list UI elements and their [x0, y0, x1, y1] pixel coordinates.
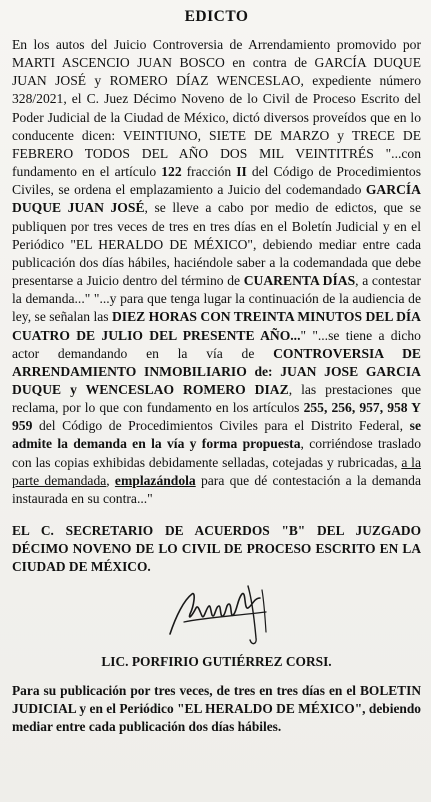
text-article-number: 122: [161, 164, 182, 180]
signer-name: LIC. PORFIRIO GUTIÉRREZ CORSI.: [101, 654, 332, 670]
text-articulos: 255, 256, 957, 958 Y 959: [12, 400, 421, 434]
text-comma: ,: [106, 472, 115, 488]
publication-note: Para su publicación por tres veces, de tres en tres días en el BOLETIN JUDICIAL y en el Periódico "EL HERALDO DE MÉXICO", debiendo mediar entre cada publicación dos días hábiles.: [12, 683, 421, 735]
handwritten-signature-icon: [162, 576, 282, 650]
secretario-block: EL C. SECRETARIO DE ACUERDOS "B" DEL JUZGADO DÉCIMO NOVENO DE LO CIVIL DE PROCESO ESCRITO EN LA CIUDAD DE MÉXICO.: [12, 523, 421, 575]
text-fraccion-number: II: [236, 164, 247, 180]
text-fecha-audiencia: DIEZ HORAS CON TREINTA MINUTOS DEL DÍA CUATRO DE JULIO DEL PRESENTE AÑO...: [12, 309, 422, 343]
edicto-body-paragraph: [12, 36, 421, 508]
text-plazo: CUARENTA DÍAS: [243, 273, 356, 289]
text-edictos: , se lleve a cabo por medio de edictos, que se publiquen por tres veces de tres en tres días en el Boletín Judicial y en el Periódico "EL HERALDO DE MÉXICO", debiendo mediar entre cada publicación dos días hábiles, haciéndole saber a la codemandada que debe presentarse a Juicio dentro del término de: [12, 200, 421, 289]
text-codemandado-name: GARCÍA DUQUE JUAN JOSÉ: [12, 182, 421, 216]
text-prestaciones: , las prestaciones que reclama, por lo que con fundamento en los artículos: [12, 381, 421, 416]
document-title: EDICTO: [184, 8, 249, 25]
text-emplazamiento: del Código de Procedimientos Civiles, se ordena el emplazamiento a Juicio del codemandado: [12, 164, 421, 198]
text-admite-demanda: se admite la demanda en la vía y forma propuesta: [12, 418, 421, 452]
text-actor: " "...se tiene a dicho actor demandando en la vía de: [12, 327, 421, 361]
text-emplazandola: emplazándola: [114, 472, 196, 488]
text-parte-demandada: a la parte demandada: [12, 454, 421, 488]
text-audiencia: , a contestar la demanda..." "...y para que tenga lugar la continuación de la audiencia de ley, se señalan las: [12, 273, 421, 325]
text-traslado: , corriéndose traslado con las copias exhibidas debidamente selladas, cotejadas y rubricadas,: [12, 436, 421, 470]
text-intro: En los autos del Juicio Controversia de Arrendamiento promovido por MARTI ASCENCIO JUAN BOSCO en contra de GARCÍA DUQUE JUAN JOSÉ y ROMERO DÍAZ WENCESLAO, expediente número 328/2021, el C. Juez Décimo Noveno de lo Civil de Proceso Escrito del Poder Judicial de la Ciudad de México, dictó diversos proveídos que en lo conducente dicen: VEINTIUNO, SIETE DE MARZO y TRECE DE FEBRERO TODOS DEL AÑO DOS MIL VEINTITRÉS "...con fundamento en el artículo: [12, 37, 421, 180]
text-fraccion: fracción: [181, 164, 237, 180]
text-via-demandados: CONTROVERSIA DE ARRENDAMIENTO INMOBILIARIO de: JUAN JOSE GARCIA DUQUE y WENCESLAO ROMERO DIAZ: [12, 345, 421, 397]
text-codigo: del Código de Procedimientos Civiles para el Distrito Federal,: [32, 418, 410, 434]
text-cierre: para que dé contestación a la demanda instaurada en su contra...": [12, 472, 421, 506]
signature-area: [12, 576, 421, 654]
